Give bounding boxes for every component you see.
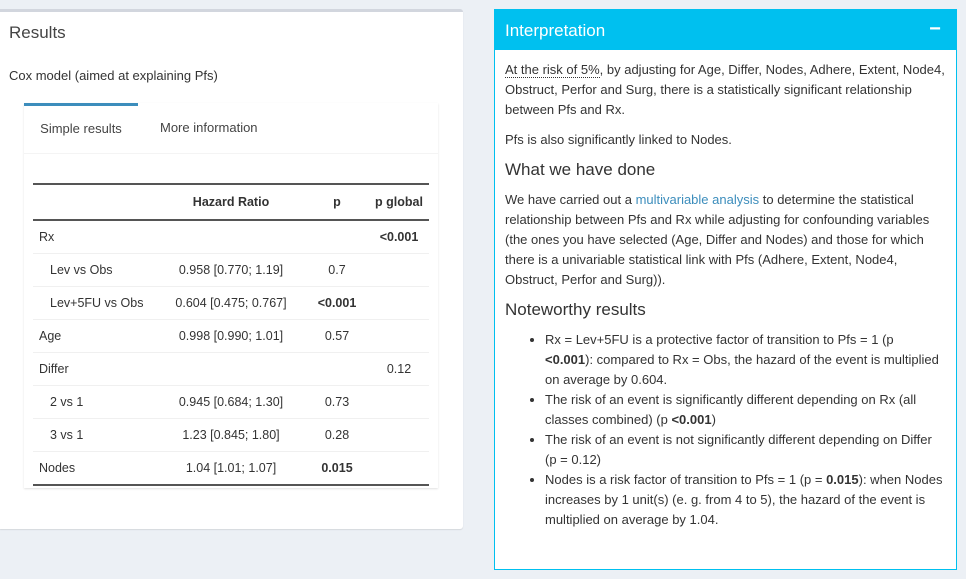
hazard-ratio-table-wrap [33,183,429,486]
bullet-text: ): compared to Rx = Obs, the hazard of the event is multiplied on average by 0.604. [545,352,939,387]
row-p: 0.7 [305,254,369,287]
table-row [33,452,429,486]
row-p: <0.001 [305,287,369,320]
table-row [33,254,429,287]
multivariable-analysis-link[interactable]: multivariable analysis [635,192,760,207]
section-what-we-have-done: What we have done [505,160,656,179]
bullet-p-value: <0.001 [545,352,586,367]
row-label: Nodes [33,452,157,486]
method-text-before: We have carried out a [505,192,636,207]
header-p: p [305,184,369,220]
row-p-global: <0.001 [379,230,419,244]
tab-more-information[interactable]: More information [160,120,258,135]
row-hazard-ratio [157,353,305,386]
row-hazard-ratio: 0.958 [0.770; 1.19] [157,254,305,287]
table-row [33,386,429,419]
table-row [33,419,429,452]
row-p: 0.73 [305,386,369,419]
tab-bar [24,103,438,154]
bullet-p-value: <0.001 [671,412,712,427]
row-label: Lev+5FU vs Obs [33,287,157,320]
bullet-text: ): when Nodes increases by 1 unit(s) (e. g. from 4 to 5), the hazard of the event is multiplied on average by 1.04. [545,472,943,527]
row-label: Rx [39,230,55,244]
summary-paragraph [505,60,945,120]
list-item [545,470,945,530]
row-p: 0.28 [305,419,369,452]
hazard-ratio-table [33,183,429,486]
results-panel [0,9,463,529]
bullet-text: The risk of an event is significantly different depending on Rx (all classes combined) (p [545,392,917,427]
header-p-global: p global [369,184,429,220]
row-p: 0.57 [305,320,369,353]
row-label: Lev vs Obs [33,254,157,287]
list-item [545,430,945,470]
method-paragraph [505,190,945,290]
list-item [545,330,945,390]
bullet-text: The risk of an event is not significantly different depending on Differ (p = 0.12) [545,432,932,467]
row-hazard-ratio: 0.998 [0.990; 1.01] [157,320,305,353]
results-tabbox [24,103,438,488]
row-p [305,353,369,386]
interpretation-body [505,60,945,530]
row-label: 2 vs 1 [33,386,157,419]
header-hazard-ratio: Hazard Ratio [157,184,305,220]
row-p-global [369,419,429,452]
row-hazard-ratio: 0.604 [0.475; 0.767] [157,287,305,320]
interpretation-title: Interpretation [505,21,606,40]
header-variable [33,184,157,220]
method-text-after: to determine the statistical relationship between Pfs and Rx while adjusting for confounding variables (the ones you have selected (Age, Differ and Nodes) and those for which there is a univariable statistical link with Pfs (Adhere, Extent, Node4, Obstruct, Perfor and Surg)). [505,192,930,287]
table-row [33,287,429,320]
noteworthy-list [505,330,945,530]
bullet-p-value: 0.015 [826,472,859,487]
interpretation-header [495,10,956,50]
bullet-text: Rx = Lev+5FU is a protective factor of transition to Pfs = 1 (p [545,332,894,347]
row-hazard-ratio [157,220,305,254]
bullet-text: Nodes is a risk factor of transition to Pfs = 1 (p = [545,472,827,487]
row-label: Age [33,320,157,353]
tab-simple-results[interactable]: Simple results [24,103,138,152]
row-hazard-ratio: 0.945 [0.684; 1.30] [157,386,305,419]
row-p-global [369,320,429,353]
table-row [33,320,429,353]
collapse-button[interactable]: − [929,18,941,40]
row-p-global [369,386,429,419]
table-row [33,353,429,386]
row-label: 3 vs 1 [33,419,157,452]
row-label: Differ [33,353,157,386]
bullet-text: ) [711,412,716,427]
row-p-global [369,254,429,287]
row-p [305,220,369,254]
interpretation-panel [494,9,957,570]
row-p-global [369,287,429,320]
table-header-row [33,184,429,220]
row-hazard-ratio: 1.23 [0.845; 1.80] [157,419,305,452]
linked-paragraph: Pfs is also significantly linked to Nodes. [505,132,732,147]
model-subtitle: Cox model (aimed at explaining Pfs) [9,68,218,83]
row-p-global: 0.12 [369,353,429,386]
summary-text: , by adjusting for Age, Differ, Nodes, Adhere, Extent, Node4, Obstruct, Perfor and Surg, there is a statistically significant relationship between Pfs and Rx. [505,62,945,117]
list-item [545,390,945,430]
risk-level-tooltip[interactable]: At the risk of 5% [505,62,600,77]
section-noteworthy-results: Noteworthy results [505,300,646,319]
table-row [33,220,429,254]
results-title: Results [9,23,66,42]
row-p-global [369,452,429,486]
row-p: 0.015 [305,452,369,486]
row-hazard-ratio: 1.04 [1.01; 1.07] [157,452,305,486]
